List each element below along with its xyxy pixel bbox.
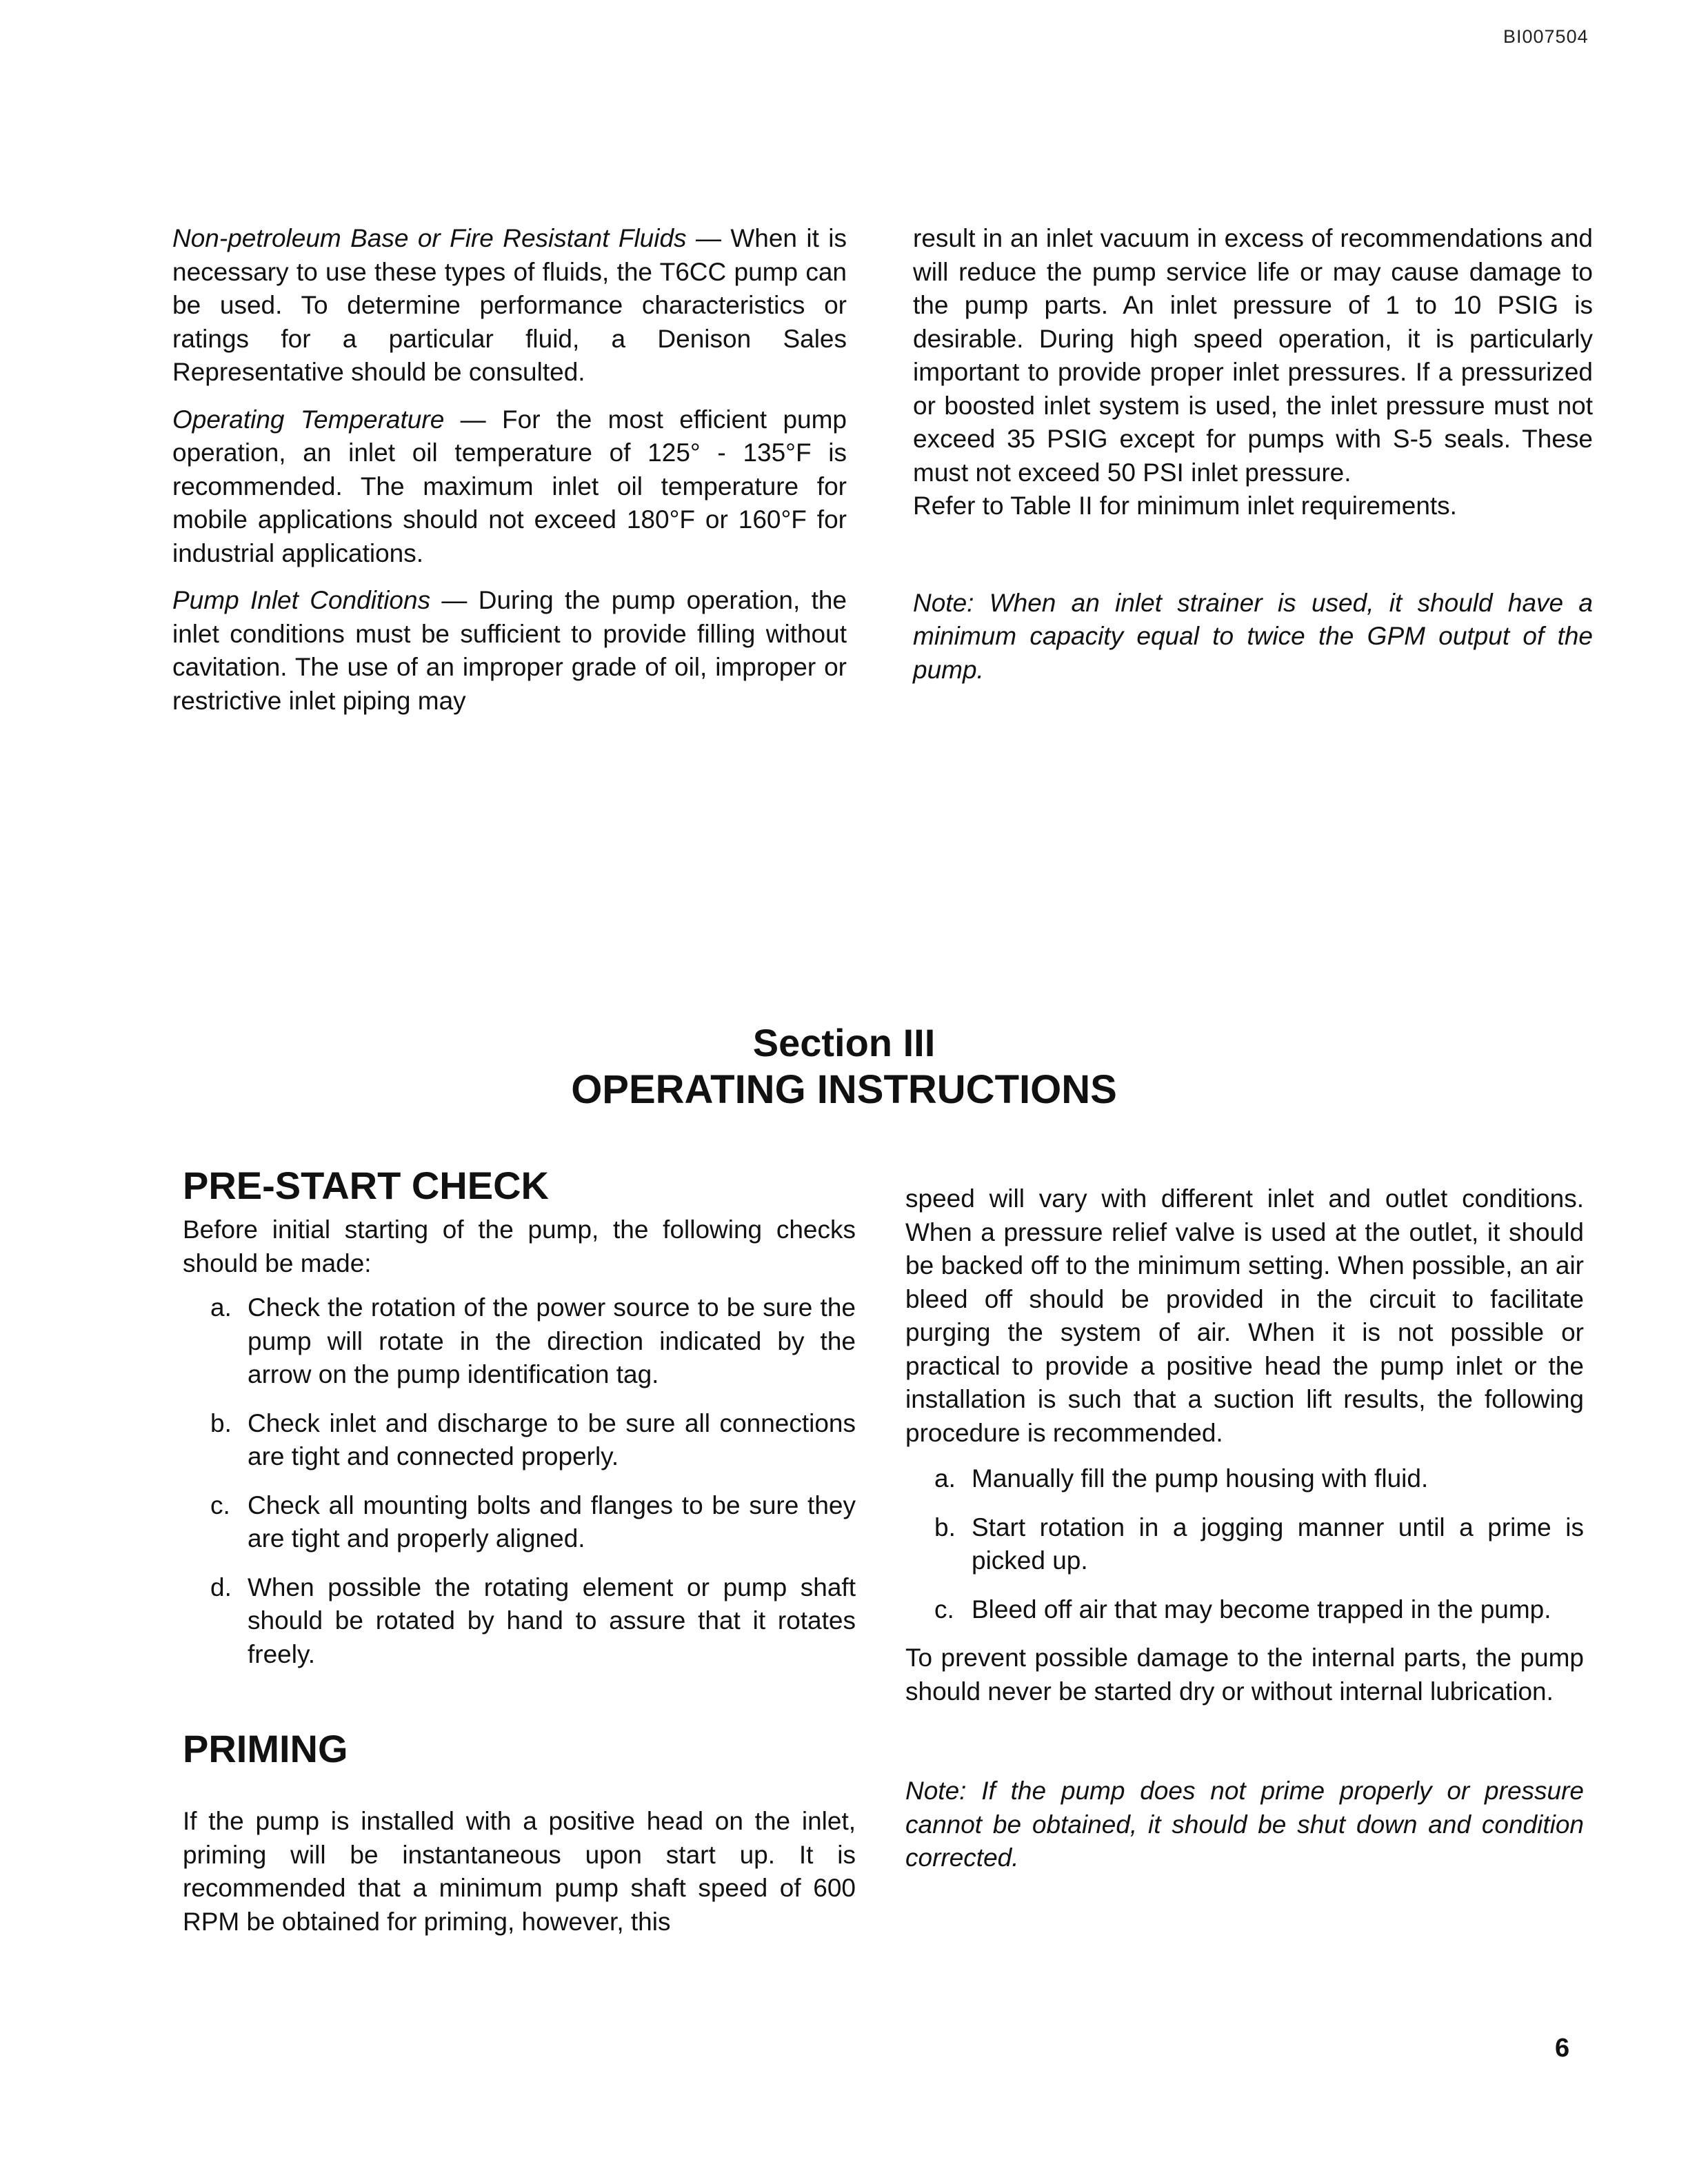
prestart-item-a xyxy=(210,1291,856,1392)
item-text: Manually fill the pump housing with fluid. xyxy=(972,1464,1429,1493)
item-marker: a. xyxy=(210,1293,232,1322)
priming-heading: PRIMING xyxy=(183,1727,348,1770)
note-strainer: Note: When an inlet strainer is used, it should have a minimum capacity equal to twice the GPM output of the pump. xyxy=(913,588,1593,684)
paragraph-speed: speed will vary with different inlet and outlet conditions. When a pressure relief valve is used at the outlet, it should be backed off to the minimum setting. When possible, an air bleed off should be provided in the circuit to facilitate purging the system of air. When it is not possible or practical to provide a positive head the pump inlet or the installation is such that a suction lift results, the following procedure is recommended. xyxy=(905,1184,1584,1447)
bottom-left-column xyxy=(183,1213,856,1686)
document-id: BI007504 xyxy=(1503,26,1589,47)
paragraph-fluids xyxy=(172,222,847,390)
item-marker: b. xyxy=(934,1513,956,1541)
lead-temperature: Operating Temperature xyxy=(172,405,445,434)
prestart-list xyxy=(210,1291,856,1671)
paragraph-temperature xyxy=(172,403,847,571)
prestart-item-b xyxy=(210,1407,856,1474)
paragraph-inlet-pressure: result in an inlet vacuum in excess of recommendations and will reduce the pump service life or may cause damage to the pump parts. An inlet pressure of 1 to 10 PSIG is desirable. During high speed operation, it is particularly important to provide proper inlet pressures. If a pressurized or boosted inlet system is used, the inlet pressure must not exceed 35 PSIG except for pumps with S-5 seals. These must not exceed 50 PSI inlet pressure. xyxy=(913,224,1593,487)
section-number: Section III xyxy=(752,1021,936,1064)
paragraph-dry-start: To prevent possible damage to the internal parts, the pump should never be started dry or without internal lubrication. xyxy=(905,1644,1584,1706)
procedure-item-a xyxy=(934,1462,1584,1496)
paragraph-table-reference: Refer to Table II for minimum inlet requirements. xyxy=(913,492,1457,520)
bottom-right-column xyxy=(905,1182,1584,1889)
page-number: 6 xyxy=(1555,2034,1570,2063)
paragraph-inlet-conditions xyxy=(172,584,847,718)
lead-fluids: Non-petroleum Base or Fire Resistant Fluids xyxy=(172,224,687,252)
prestart-item-c xyxy=(210,1489,856,1556)
item-text: Check the rotation of the power source to be sure the pump will rotate in the direction indicated by the arrow on the pump identification tag. xyxy=(248,1293,856,1388)
item-marker: c. xyxy=(210,1490,230,1519)
top-left-column xyxy=(172,222,847,731)
item-text: When possible the rotating element or pump shaft should be rotated by hand to assure that it rotates freely. xyxy=(248,1573,856,1668)
prestart-intro: Before initial starting of the pump, the following checks should be made: xyxy=(183,1215,856,1277)
procedure-item-c xyxy=(934,1593,1584,1627)
procedure-item-b xyxy=(934,1511,1584,1578)
priming-column xyxy=(183,1805,856,1952)
item-text: Check inlet and discharge to be sure all connections are tight and connected properly. xyxy=(248,1408,856,1470)
body-inlet-conditions: — During the pump operation, the inlet conditions must be sufficient to provide filling without cavitation. The use of an improper grade of oil, improper or restrictive inlet piping may xyxy=(172,586,847,715)
item-marker: c. xyxy=(934,1595,954,1624)
section-heading xyxy=(0,1020,1688,1114)
lead-inlet-conditions: Pump Inlet Conditions xyxy=(172,586,431,614)
prestart-heading: PRE-START CHECK xyxy=(183,1164,549,1207)
body-fluids: — When it is necessary to use these types of fluids, the T6CC pump can be used. To determine performance characteristics or ratings for a particular fluid, a Denison Sales Representative should be consulted. xyxy=(172,224,847,386)
procedure-list xyxy=(934,1462,1584,1626)
item-text: Bleed off air that may become trapped in the pump. xyxy=(972,1595,1551,1624)
item-text: Check all mounting bolts and flanges to be sure they are tight and properly aligned. xyxy=(248,1490,856,1553)
item-marker: b. xyxy=(210,1408,232,1437)
item-text: Start rotation in a jogging manner until a prime is picked up. xyxy=(972,1513,1584,1575)
top-right-column xyxy=(913,222,1593,700)
section-title: OPERATING INSTRUCTIONS xyxy=(571,1067,1117,1112)
prestart-item-d xyxy=(210,1571,856,1672)
item-marker: a. xyxy=(934,1464,956,1493)
body-temperature: — For the most efficient pump operation, an inlet oil temperature of 125° - 135°F is recommended. The maximum inlet oil temperature for mobile applications should not exceed 180°F or 160°F for industrial applications. xyxy=(172,405,847,567)
priming-body: If the pump is installed with a positive head on the inlet, priming will be instantaneous upon start up. It is recommended that a minimum pump shaft speed of 600 RPM be obtained for priming, however, this xyxy=(183,1807,856,1936)
item-marker: d. xyxy=(210,1573,232,1601)
note-prime: Note: If the pump does not prime properly or pressure cannot be obtained, it should be shut down and condition corrected. xyxy=(905,1777,1584,1872)
